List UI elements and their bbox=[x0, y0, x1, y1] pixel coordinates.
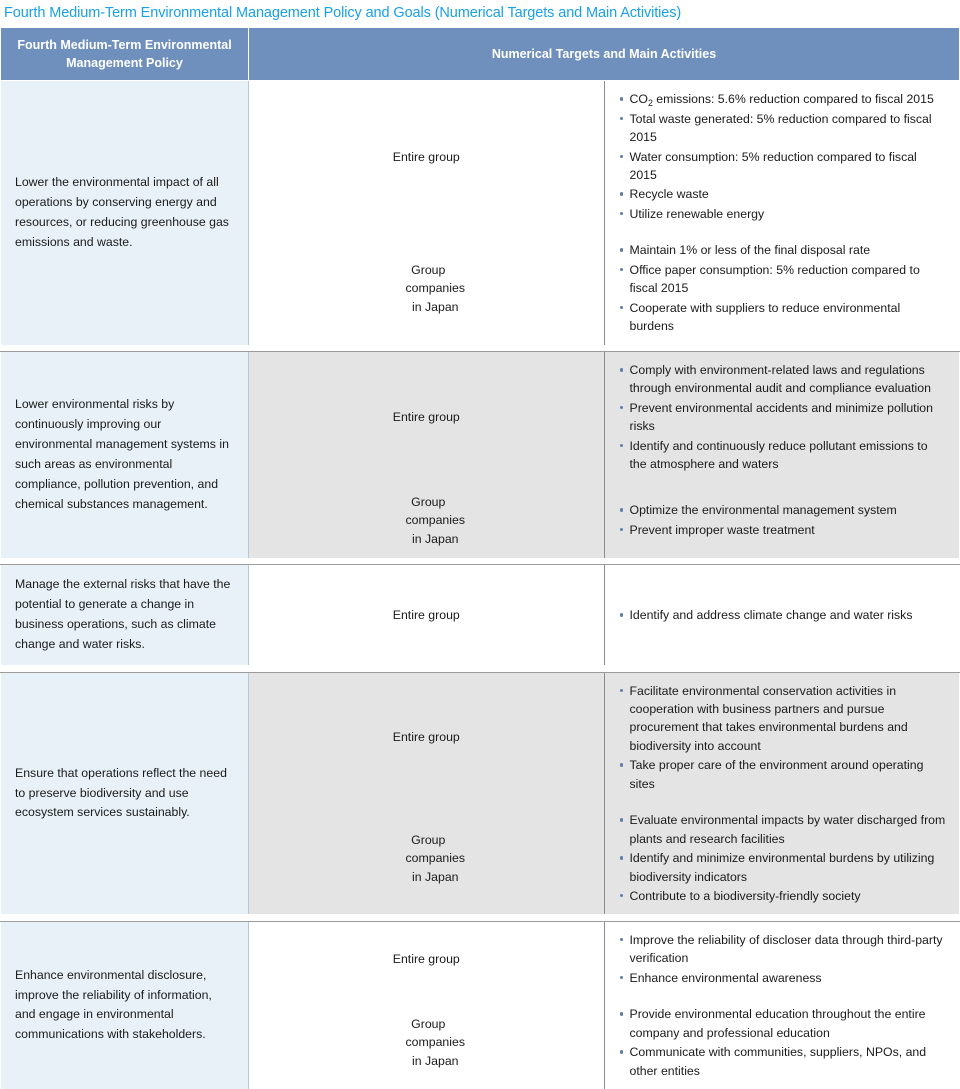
scope-cell-entire-group: Entire group bbox=[249, 672, 605, 802]
table-row bbox=[1, 565, 960, 665]
table-body bbox=[1, 81, 960, 1089]
row-separator bbox=[1, 665, 960, 672]
policy-cell: Manage the external risks that have the potential to generate a change in business operations, such as climate change and water risks. bbox=[1, 565, 249, 665]
table-row bbox=[1, 921, 960, 996]
activity-list bbox=[619, 90, 948, 223]
activity-item: Evaluate environmental impacts by water discharged from plants and research facilities bbox=[619, 811, 948, 848]
activity-item: Maintain 1% or less of the final disposal rate bbox=[619, 241, 948, 259]
scope-line: in Japan bbox=[412, 1053, 459, 1068]
activity-item: Prevent environmental accidents and minimize pollution risks bbox=[619, 399, 948, 436]
row-separator bbox=[1, 345, 960, 352]
scope-line: in Japan bbox=[412, 299, 459, 314]
activity-item: Provide environmental education throughout the entire company and professional education bbox=[619, 1005, 948, 1042]
scope-line: Group bbox=[411, 262, 446, 277]
activity-item: Utilize renewable energy bbox=[619, 205, 948, 223]
activities-cell bbox=[604, 565, 960, 665]
scope-line: companies bbox=[405, 1035, 465, 1050]
activity-list bbox=[619, 606, 948, 624]
policy-cell: Lower the environmental impact of all operations by conserving energy and resources, or reducing greenhouse gas emissions and waste. bbox=[1, 81, 249, 345]
activity-list bbox=[619, 241, 948, 335]
subscript: 2 bbox=[647, 97, 653, 108]
scope-cell-group-companies-japan bbox=[249, 483, 605, 558]
activity-list bbox=[619, 931, 948, 987]
activity-item: Cooperate with suppliers to reduce environmental burdens bbox=[619, 299, 948, 336]
scope-line: Group bbox=[411, 1016, 446, 1031]
activity-item: Identify and minimize environmental burdens by utilizing biodiversity indicators bbox=[619, 849, 948, 886]
activity-item: Enhance environmental awareness bbox=[619, 969, 948, 987]
activities-cell bbox=[604, 81, 960, 233]
activities-cell bbox=[604, 802, 960, 914]
row-separator bbox=[1, 558, 960, 565]
activity-item: Contribute to a biodiversity-friendly society bbox=[619, 887, 948, 905]
row-separator-cell bbox=[1, 558, 960, 565]
activity-list bbox=[619, 682, 948, 794]
scope-line: Group bbox=[411, 832, 446, 847]
scope-cell-group-companies-japan bbox=[249, 802, 605, 914]
scope-cell-entire-group: Entire group bbox=[249, 921, 605, 996]
activity-list bbox=[619, 1005, 948, 1080]
row-separator bbox=[1, 914, 960, 921]
activity-item: Take proper care of the environment around operating sites bbox=[619, 756, 948, 793]
scope-cell-entire-group: Entire group bbox=[249, 352, 605, 483]
column-header-policy: Fourth Medium-Term Environmental Management Policy bbox=[1, 28, 249, 81]
row-separator-cell bbox=[1, 345, 960, 352]
scope-line: companies bbox=[405, 281, 465, 296]
activities-cell bbox=[604, 352, 960, 483]
activity-item: Comply with environment-related laws and regulations through environmental audit and compliance evaluation bbox=[619, 361, 948, 398]
table-row bbox=[1, 352, 960, 483]
scope-cell-group-companies-japan bbox=[249, 996, 605, 1089]
activities-cell bbox=[604, 672, 960, 802]
activity-item: Total waste generated: 5% reduction compared to fiscal 2015 bbox=[619, 110, 948, 147]
policy-cell: Lower environmental risks by continuously improving our environmental management systems in such areas as environmental compliance, pollution prevention, and chemical substances management. bbox=[1, 352, 249, 558]
policy-cell: Enhance environmental disclosure, improve the reliability of information, and engage in environmental communications with stakeholders. bbox=[1, 921, 249, 1089]
scope-cell-entire-group: Entire group bbox=[249, 565, 605, 665]
header-row bbox=[1, 28, 960, 81]
table-row bbox=[1, 672, 960, 802]
scope-line: companies bbox=[405, 851, 465, 866]
activity-item: Prevent improper waste treatment bbox=[619, 521, 948, 539]
row-separator-cell bbox=[1, 914, 960, 921]
row-separator-cell bbox=[1, 665, 960, 672]
activity-item: Improve the reliability of discloser data through third-party verification bbox=[619, 931, 948, 968]
column-header-activities: Numerical Targets and Main Activities bbox=[249, 28, 960, 81]
scope-cell-entire-group: Entire group bbox=[249, 81, 605, 233]
table-row bbox=[1, 81, 960, 233]
activity-item: Office paper consumption: 5% reduction compared to fiscal 2015 bbox=[619, 261, 948, 298]
scope-line: in Japan bbox=[412, 531, 459, 546]
scope-line: Group bbox=[411, 494, 446, 509]
activities-cell bbox=[604, 996, 960, 1089]
activities-cell bbox=[604, 921, 960, 996]
activities-cell bbox=[604, 232, 960, 344]
scope-line: in Japan bbox=[412, 869, 459, 884]
activity-item: Identify and continuously reduce pollutant emissions to the atmosphere and waters bbox=[619, 437, 948, 474]
activity-list bbox=[619, 811, 948, 905]
activity-item: Facilitate environmental conservation activities in cooperation with business partners and pursue procurement that takes environmental burdens and biodiversity into account bbox=[619, 682, 948, 756]
table-header bbox=[1, 28, 960, 81]
scope-cell-group-companies-japan bbox=[249, 232, 605, 344]
policy-goals-table bbox=[0, 27, 960, 1089]
activity-list bbox=[619, 501, 948, 539]
activity-item: $CO_2$ emissions: 5.6% reduction compared to fiscal 2015 bbox=[619, 90, 948, 108]
activities-cell bbox=[604, 483, 960, 558]
activity-item: Identify and address climate change and water risks bbox=[619, 606, 948, 624]
activity-item: Communicate with communities, suppliers, NPOs, and other entities bbox=[619, 1043, 948, 1080]
activity-item: Optimize the environmental management system bbox=[619, 501, 948, 519]
scope-line: companies bbox=[405, 513, 465, 528]
activity-item: Recycle waste bbox=[619, 185, 948, 203]
page-title: Fourth Medium-Term Environmental Management Policy and Goals (Numerical Targets and Main Activities) bbox=[4, 5, 682, 21]
activity-list bbox=[619, 361, 948, 474]
policy-cell: Ensure that operations reflect the need to preserve biodiversity and use ecosystem services sustainably. bbox=[1, 672, 249, 914]
activity-item: Water consumption: 5% reduction compared to fiscal 2015 bbox=[619, 148, 948, 185]
